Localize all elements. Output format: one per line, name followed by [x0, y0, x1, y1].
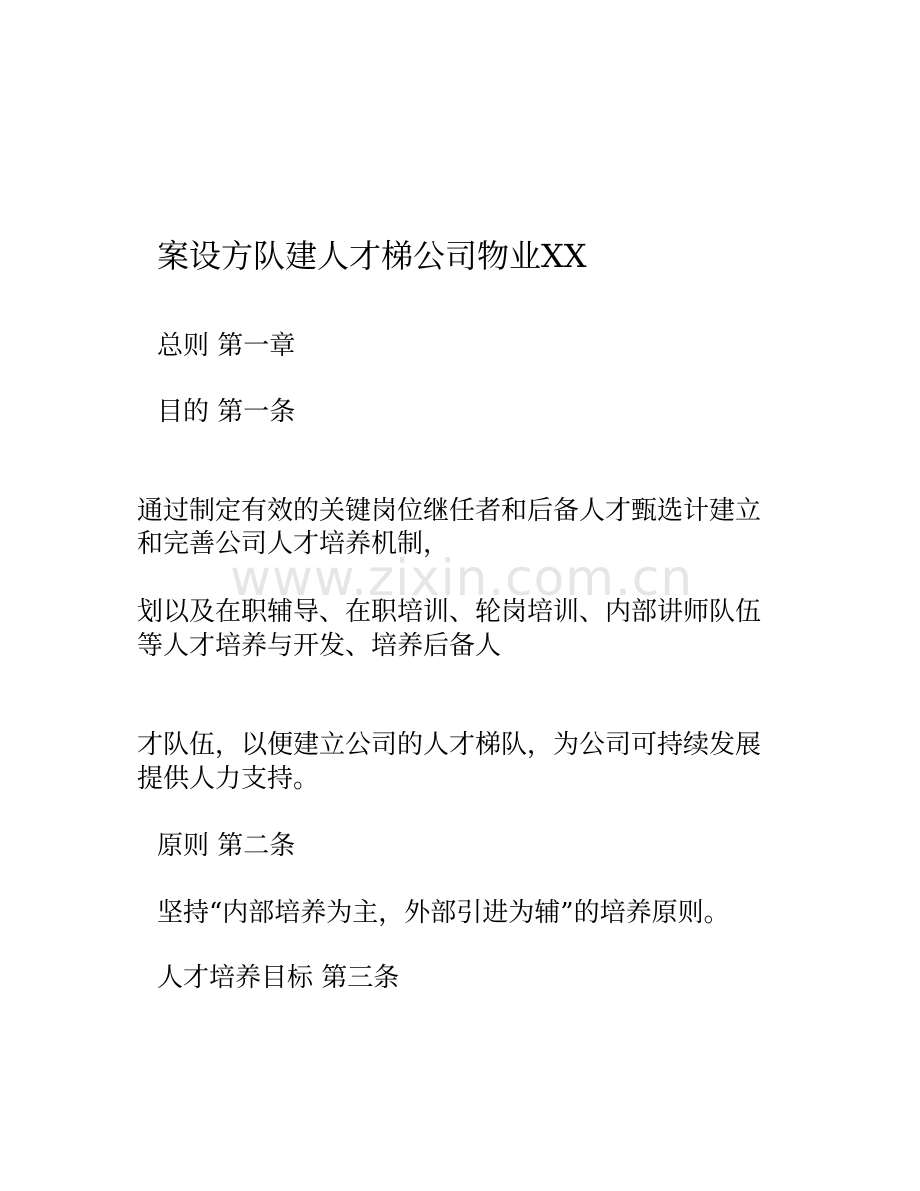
article-1-paragraph-1-line-2: 和完善公司人才培养机制， — [137, 529, 450, 559]
chapter-heading: 总则 第一章 — [157, 331, 296, 361]
article-2-text: 坚持“内部培养为主，外部引进为辅”的培养原则。 — [157, 898, 730, 928]
document-title: 案设方队建人才梯公司物业XX — [157, 237, 587, 275]
article-1-paragraph-2-line-2: 等人才培养与开发、培养后备人 — [137, 631, 502, 661]
article-1-paragraph-3-line-2: 提供人力支持。 — [137, 764, 320, 794]
article-1-paragraph-2-line-1: 划以及在职辅导、在职培训、轮岗培训、内部讲师队伍 — [137, 597, 762, 627]
watermark: www.zixin.com.cn — [230, 549, 694, 607]
article-3-heading: 人才培养目标 第三条 — [157, 963, 400, 993]
article-2-heading: 原则 第二条 — [157, 831, 296, 861]
article-1-paragraph-3-line-1: 才队伍，以便建立公司的人才梯队，为公司可持续发展 — [137, 730, 762, 760]
article-1-heading: 目的 第一条 — [157, 397, 296, 427]
article-1-paragraph-1-line-1: 通过制定有效的关键岗位继任者和后备人才甄选计建立 — [137, 496, 762, 526]
